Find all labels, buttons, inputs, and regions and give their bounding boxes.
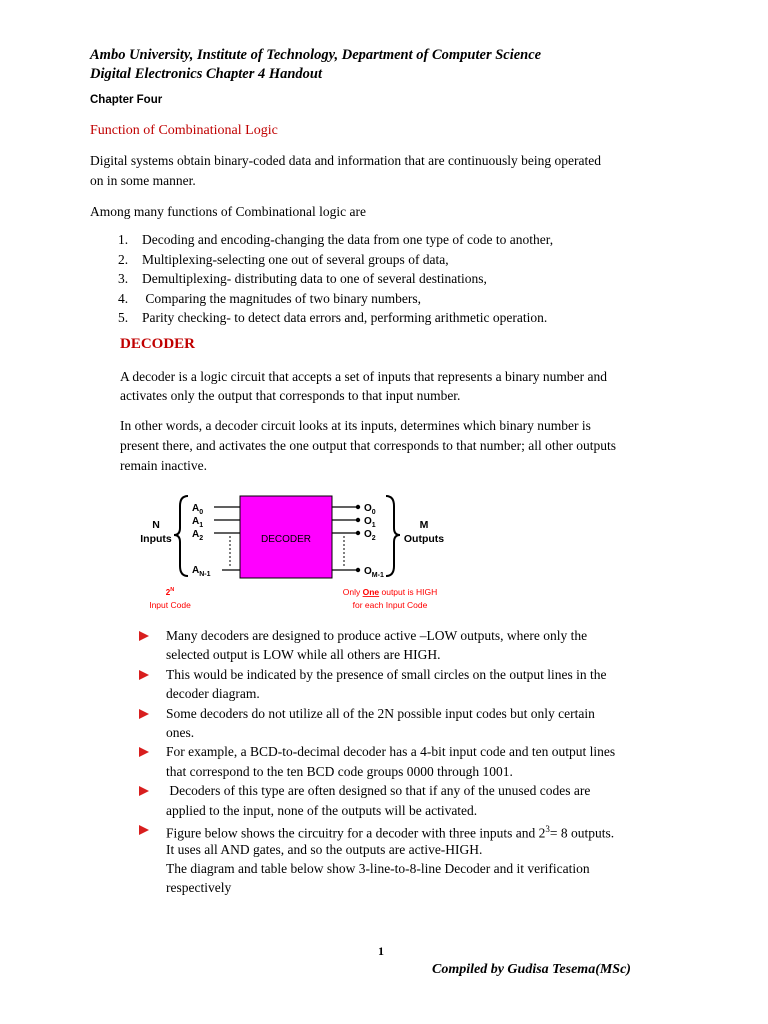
footer-compiled-by: Compiled by Gudisa Tesema(MSc)	[432, 962, 631, 977]
functions-list	[118, 230, 553, 328]
list-item: Some decoders do not utilize all of the 2N possible input codes but only certain ones.	[139, 704, 666, 743]
list-item: Figure below shows the circuitry for a decoder with three inputs and $2^3= 8$ outputs.	[139, 820, 666, 843]
list-item: 1. Decoding and encoding-changing the data from one type of code to another,	[118, 232, 554, 247]
intro-paragraph-line2: on in some manner.	[90, 173, 196, 188]
decoder-heading: DECODER	[120, 336, 196, 352]
arrow-bullet-icon	[139, 709, 149, 719]
arrow-bullet-icon	[139, 670, 149, 680]
decoder-notes-list	[139, 626, 666, 843]
arrow-bullet-icon	[139, 786, 149, 796]
output-label-om-1: $O_{M-1}$	[364, 566, 384, 579]
input-label-a0: $A_0$	[192, 503, 204, 516]
output-label-o0: $O_0$	[364, 503, 376, 516]
input-code-note: Input Code	[149, 600, 191, 610]
input-label-a1: $A_1$	[192, 516, 204, 529]
decoder-definition-line2: activates only the output that corresponds to that input number.	[120, 388, 461, 403]
decoder-definition-line1: A decoder is a logic circuit that accepts a set of inputs that represents a binary number and	[120, 369, 607, 384]
m-label: M	[419, 519, 429, 531]
input-label-a2: $A_2$	[192, 529, 204, 542]
intro-paragraph-line1: Digital systems obtain binary-coded data and information that are continuously being operated	[90, 153, 601, 168]
section-title: Function of Combinational Logic	[90, 123, 278, 138]
outputs-label: Outputs	[403, 533, 445, 545]
inputs-label: Inputs	[140, 533, 172, 545]
header-institution: Ambo University, Institute of Technology, Department of Computer Science	[90, 47, 542, 63]
one-output-high-note: Only One output is HIGH	[342, 587, 438, 597]
outputs-brace	[386, 496, 400, 576]
input-code-power-note: $2^N$	[165, 587, 175, 597]
list-item: 3. Demultiplexing- distributing data to one of several destinations,	[118, 271, 487, 286]
list-item: For example, a BCD-to-decimal decoder has a 4-bit input code and ten output lines that correspond to the ten BCD code groups 0000 through 1001.	[139, 742, 666, 781]
arrow-bullet-icon	[139, 747, 149, 757]
list-item: This would be indicated by the presence of small circles on the output lines in the decoder diagram.	[139, 665, 666, 704]
decoder-block-label: DECODER	[260, 534, 312, 545]
arrow-bullet-icon	[139, 825, 149, 835]
list-item: Decoders of this type are often designed so that if any of the unused codes are applied to the input, none of the outputs will be activated.	[139, 781, 666, 820]
each-input-code-note: for each Input Code	[352, 600, 428, 610]
circuit-description-line: It uses all AND gates, and so the outputs are active-HIGH.	[166, 842, 483, 857]
decoder-explanation-line2: present there, and activates the one output that corresponds to that number; all other outputs	[120, 438, 616, 453]
n-label: N	[152, 519, 160, 531]
diagram-table-intro-line2: respectively	[166, 880, 232, 895]
page-number: 1	[378, 944, 384, 958]
output-label-o1: $O_1$	[364, 516, 376, 529]
diagram-table-intro-line1: The diagram and table below show 3-line-to-8-line Decoder and it verification	[166, 861, 590, 876]
list-item: 4. Comparing the magnitudes of two binary numbers,	[118, 290, 421, 306]
list-item: 5. Parity checking- to detect data errors and, performing arithmetic operation.	[118, 310, 548, 325]
output-label-o2: $O_2$	[364, 529, 376, 542]
chapter-label: Chapter Four	[90, 94, 163, 106]
inputs-brace	[174, 496, 188, 576]
input-label-an-1: $A_{N-1}$	[192, 565, 211, 578]
decoder-explanation-line3: remain inactive.	[120, 458, 207, 473]
arrow-bullet-icon	[139, 631, 149, 641]
list-item: 2. Multiplexing-selecting one out of several groups of data,	[118, 251, 449, 267]
header-course: Digital Electronics Chapter 4 Handout	[90, 66, 323, 82]
decoder-block-diagram	[118, 484, 458, 624]
intro-list-lead: Among many functions of Combinational logic are	[90, 204, 366, 219]
list-item: Many decoders are designed to produce active –LOW outputs, where only the selected output is LOW while all others are HIGH.	[139, 626, 666, 665]
decoder-explanation-line1: In other words, a decoder circuit looks at its inputs, determines which binary number is	[120, 418, 591, 433]
